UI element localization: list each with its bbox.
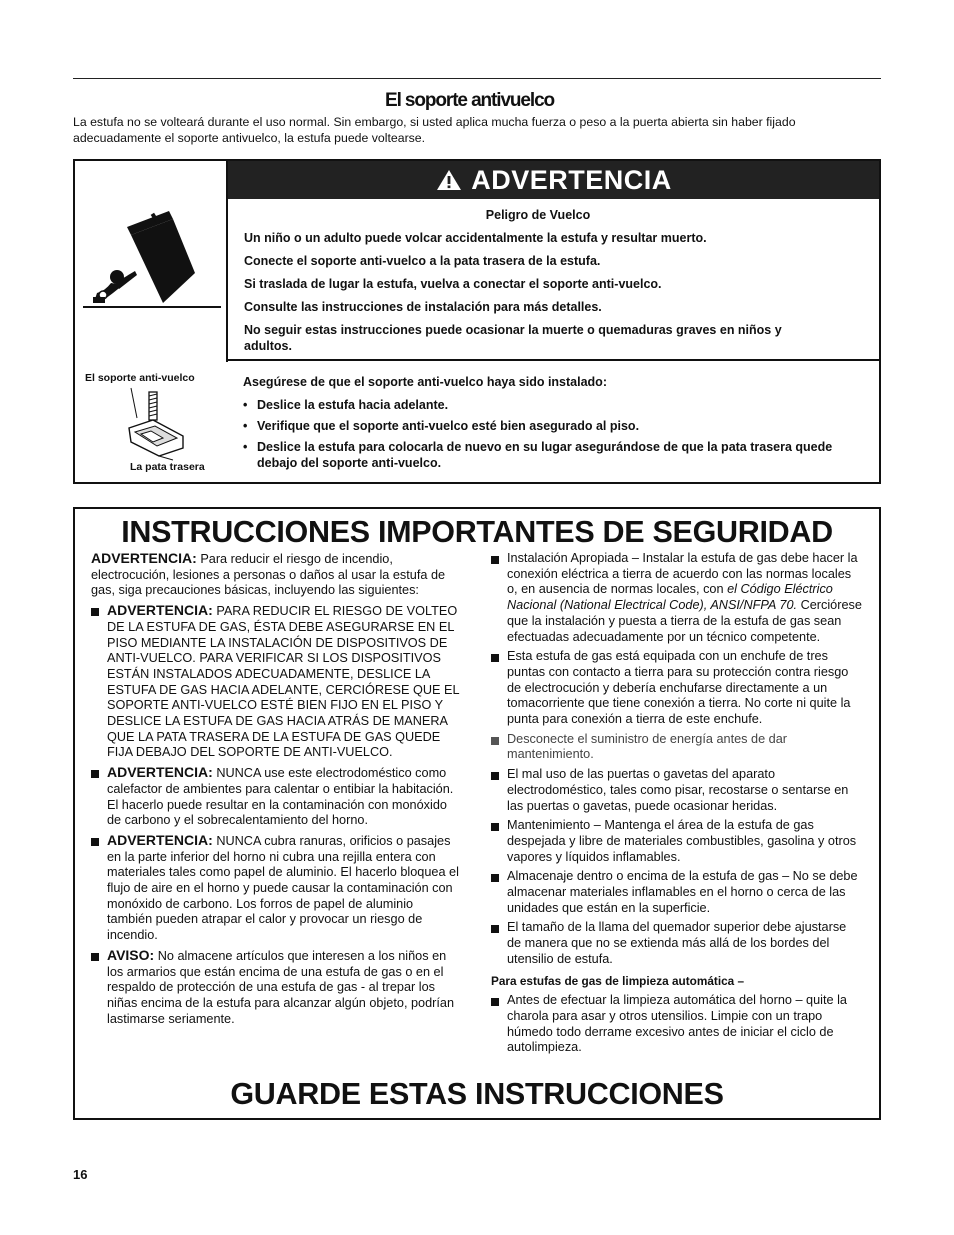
warning-box <box>73 159 881 484</box>
item-text: Antes de efectuar la limpieza automática del horno – quite la charola para asar y otros utensilios. Limpie con un trapo húmedo todo derrame excesivo antes de iniciar el ciclo de autolimpieza. <box>507 993 847 1055</box>
item-text: PARA REDUCIR EL RIESGO DE VOLTEO DE LA ESTUFA DE GAS, ÉSTA DEBE ASEGURARSE EN EL PISO MEDIANTE LA INSTALACIÓN DE DISPOSITIVOS DE ANTI-VUELCO. PARA VERIFICAR SI LOS DISPOSITIVOS ESTÁN INSTALADOS ADECUADAMENTE, DESLICE LA ESTUFA DE GAS HACIA ADELANTE, CERCIÓRESE QUE EL SOPORTE ANTI-VUELCO ESTÉ BIEN FIJO EN EL PISO Y DESLICE LA ESTUFA DE GAS HACIA ATRÁS DE MANERA QUE LA PATA TRASERA DE LA ESTUFA DE GAS QUEDE FIJA DEBAJO DEL SOPORTE DE ANTI-VUELCO. <box>107 604 460 760</box>
diagram-label-leg: La pata trasera <box>130 461 205 473</box>
item-text: El mal uso de las puertas o gavetas del aparato electrodoméstico, tales como pisar, recostarse o sentarse en las puertas o gavetas, puede ocasionar heridas. <box>507 767 849 813</box>
safety-instructions-box <box>73 507 881 1120</box>
warning-line: Un niño o un adulto puede volcar accidentalmente la estufa y resultar muerto. <box>244 231 707 245</box>
item-text: Instalación Apropiada – Instalar la estufa de gas debe hacer la conexión eléctrica a tierra de acuerdo con las normas locales o, en ausencia de normas locales, con <box>507 551 858 597</box>
intro-text: Para reducir el riesgo de incendio, electrocución, lesiones a personas o daños al usar la estufa de gas, siga precauciones básicas, incluyendo las siguientes: <box>91 552 446 598</box>
item-text: El tamaño de la llama del quemador superior debe ajustarse de manera que no se extienda más allá de los bordes del utensilio de estufa. <box>507 920 847 966</box>
safety-title: INSTRUCCIONES IMPORTANTES DE SEGURIDAD <box>121 515 833 549</box>
square-bullet-icon <box>491 737 499 745</box>
square-bullet-icon <box>491 874 499 882</box>
list-item: • Deslice la estufa para colocarla de nuevo en su lugar asegurándose de que la pata trasera quede debajo del soporte anti-vuelco. <box>243 439 843 471</box>
list-item <box>491 818 863 865</box>
square-bullet-icon <box>91 953 99 961</box>
square-bullet-icon <box>91 838 99 846</box>
tip-over-illustration <box>75 161 228 362</box>
safety-right-column <box>491 551 863 1056</box>
warning-line: Conecte el soporte anti-vuelco a la pata trasera de la estufa. <box>244 254 601 268</box>
safety-left-column <box>91 551 461 1027</box>
warning-line: No seguir estas instrucciones puede ocasionar la muerte o quemaduras graves en niños y adultos. <box>244 323 782 353</box>
top-rule <box>73 78 881 79</box>
list-item <box>491 920 863 967</box>
list-item: • Verifique que el soporte anti-vuelco esté bien asegurado al piso. <box>243 418 843 434</box>
list-item <box>91 603 461 761</box>
intro-label: ADVERTENCIA: <box>91 550 197 566</box>
item-label: ADVERTENCIA: <box>107 602 213 619</box>
square-bullet-icon <box>491 556 499 564</box>
list-item <box>491 869 863 916</box>
anti-tip-bracket-icon <box>123 384 195 462</box>
install-steps <box>243 397 843 476</box>
list-item: • Deslice la estufa hacia adelante. <box>243 397 843 413</box>
square-bullet-icon <box>491 998 499 1006</box>
square-bullet-icon <box>491 654 499 662</box>
install-heading: Asegúrese de que el soporte anti-vuelco haya sido instalado: <box>243 375 607 389</box>
item-text: NUNCA use este electrodoméstico como calefactor de ambientes para calentar o entibiar la habitación. El hacerlo puede resultar en la contaminación con monóxido de carbono y el sobrecalentamiento del horno. <box>107 766 454 828</box>
warning-triangle-icon <box>435 168 463 192</box>
item-label: ADVERTENCIA: <box>107 764 213 781</box>
list-item <box>91 833 461 944</box>
warning-body <box>228 199 879 361</box>
warning-subtitle: Peligro de Vuelco <box>485 208 591 222</box>
item-label: AVISO: <box>107 946 155 963</box>
self-clean-heading: Para estufas de gas de limpieza automática – <box>491 973 745 988</box>
warning-line: Si traslada de lugar la estufa, vuelva a conectar el soporte anti-vuelco. <box>244 277 662 291</box>
list-item <box>491 767 863 814</box>
item-text: Cerciórese que la instalación y puesta a tierra de la estufa de gas sean efectuadas adecuadamente por un técnico competente. <box>507 598 862 644</box>
item-text-italic: el Código Eléctrico Nacional (National Electrical Code), ANSI/NFPA 70. <box>507 582 833 613</box>
list-item <box>491 993 863 1056</box>
list-item <box>91 765 461 829</box>
list-item <box>491 732 863 763</box>
page-number: 16 <box>73 1167 88 1182</box>
item-label: ADVERTENCIA: <box>107 831 213 848</box>
square-bullet-icon <box>491 823 499 831</box>
tipping-range-icon <box>75 161 225 359</box>
section-title: El soporte antivuelco <box>385 90 555 111</box>
item-text: NUNCA cubra ranuras, orificios o pasajes en la parte inferior del horno ni cubra una rejilla entera con materiales tales como papel de aluminio. El hacerlo bloquea el flujo de aire en el horno y puede causar la contaminación con monóxido de carbono. Los forros de papel de aluminio también pueden atrapar el calor y provocar un riesgo de incendio. <box>107 833 459 943</box>
warning-header <box>228 161 879 199</box>
section-intro: La estufa no se volteará durante el uso normal. Sin embargo, si usted aplica mucha fuerza o peso a la puerta abierta sin haber fijado adecuadamente el soporte antivuelco, la estufa puede voltearse. <box>73 115 796 145</box>
diagram-label-bracket: El soporte anti-vuelco <box>85 372 195 384</box>
list-item <box>91 948 461 1028</box>
square-bullet-icon <box>491 772 499 780</box>
item-text: Desconecte el suministro de energía antes de dar mantenimiento. <box>507 731 787 762</box>
list-item <box>491 649 863 728</box>
item-text: No almacene artículos que interesen a los niños en los armarios que están encima de una estufa de gas o en el respaldo de protección de una estufa de gas - al trepar los niñas encima de la estufa para alcanzar algún objeto, podrían lastimarse seriamente. <box>107 948 455 1026</box>
square-bullet-icon <box>491 925 499 933</box>
safety-intro <box>91 551 461 599</box>
anti-tip-install-section <box>75 362 879 482</box>
square-bullet-icon <box>91 770 99 778</box>
warning-header-text: ADVERTENCIA <box>471 164 672 195</box>
item-text: Almacenaje dentro o encima de la estufa de gas – No se debe almacenar materiales inflamables en el horno o cerca de las unidades que están en la superficie. <box>507 869 858 915</box>
warning-line: Consulte las instrucciones de instalación para más detalles. <box>244 300 602 314</box>
item-text: Mantenimiento – Mantenga el área de la estufa de gas despejada y libre de materiales combustibles, gasolina y otros vapores y líquidos inflamables. <box>507 818 857 864</box>
list-item <box>491 551 863 645</box>
item-text: Esta estufa de gas está equipada con un enchufe de tres puntas con contacto a tierra para su protección contra riesgo de electrocución y debería enchufarse directamente a un tomacorriente que tiene conexión a tierra. No corte ni quite la punta para conexión a tierra de este enchufe. <box>507 649 851 727</box>
square-bullet-icon <box>91 608 99 616</box>
save-instructions-footer: GUARDE ESTAS INSTRUCCIONES <box>230 1077 724 1111</box>
